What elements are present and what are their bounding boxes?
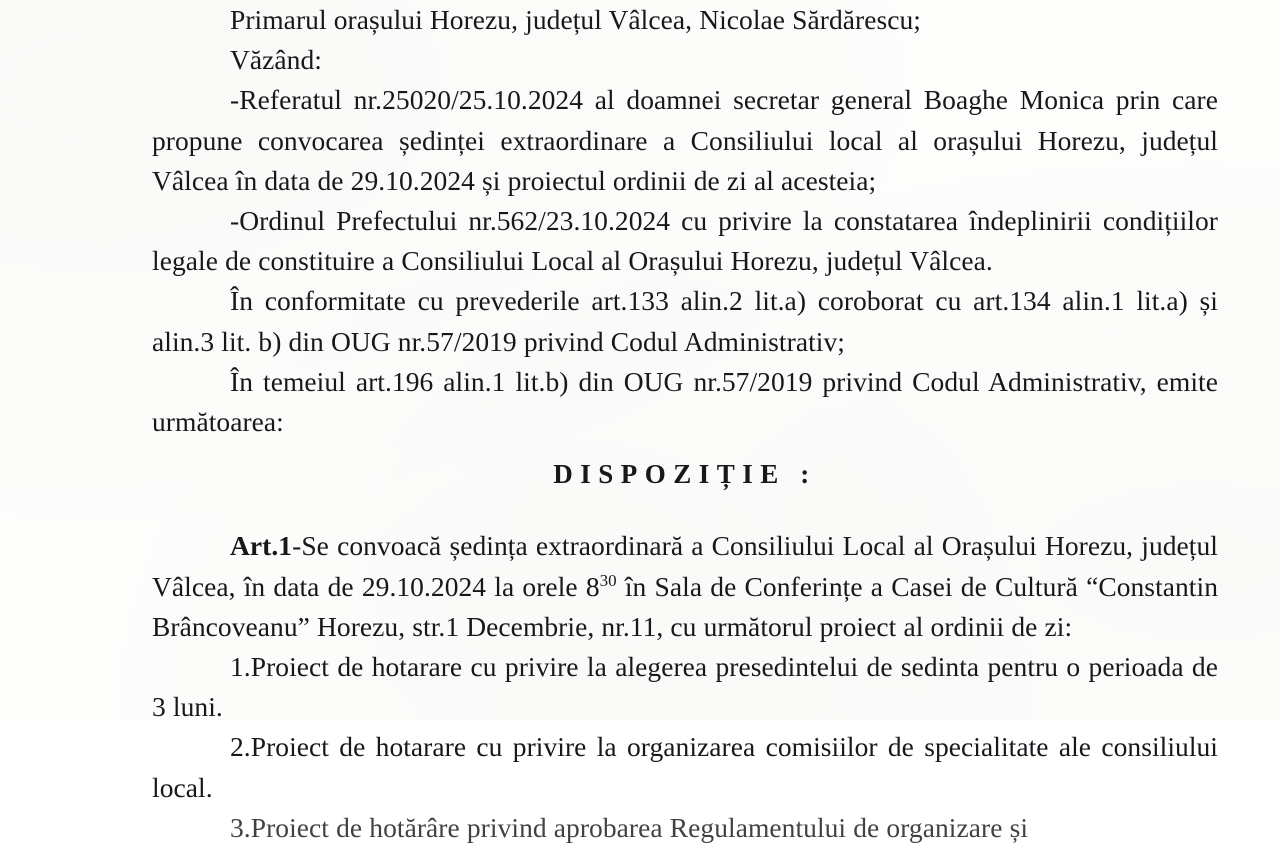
paragraph-referat: -Referatul nr.25020/25.10.2024 al doamnei secretar general Boaghe Monica prin care propune convocarea ședinței extraordinare a Consiliului local al orașului Horezu, județul Vâlcea în data de 29.10.2024 și proiectul ordinii de zi al acesteia; xyxy=(152,84,1218,196)
paragraph-vazand: Văzând: xyxy=(230,44,322,76)
paragraph-temei: În temeiul art.196 alin.1 lit.b) din OUG nr.57/2019 privind Codul Administrativ, emite următoarea: xyxy=(152,365,1218,438)
agenda-item-3 xyxy=(152,808,1218,848)
agenda-item-2 xyxy=(152,727,1218,807)
agenda-item-2-text: Proiect de hotarare cu privire la organizarea comisiilor de specialitate ale consiliului local. xyxy=(152,731,1218,803)
agenda-item-3-text: Proiect de hotărâre privind aprobarea Regulamentului de organizare și xyxy=(250,811,1029,843)
article-1-time-superscript: 30 xyxy=(599,570,617,590)
heading-spacer xyxy=(152,504,1218,526)
paragraph-conformitate: În conformitate cu prevederile art.133 alin.2 lit.a) coroborat cu art.134 alin.1 lit.a) și alin.3 lit. b) din OUG nr.57/2019 privind Codul Administrativ; xyxy=(152,285,1218,357)
agenda-item-3-number: 3. xyxy=(230,811,251,843)
agenda-item-2-number: 2. xyxy=(230,731,251,763)
paragraph-ordin-prefect: -Ordinul Prefectului nr.562/23.10.2024 cu privire la constatarea îndeplinirii condițiilor legale de constituire a Consiliului Local al Orașului Horezu, județul Vâlcea. xyxy=(152,205,1218,277)
document-text-body xyxy=(152,0,1218,848)
agenda-item-1-text: Proiect de hotarare cu privire la alegerea presedintelui de sedinta pentru o perioada de 3 luni. xyxy=(152,651,1218,723)
article-1 xyxy=(152,526,1218,647)
agenda-item-1 xyxy=(152,647,1218,727)
agenda-item-1-number: 1. xyxy=(230,651,251,683)
article-1-text-after: în Sala de Conferințe a Casei de Cultură “Constantin Brâncoveanu” Horezu, str.1 Decembrie, nr.11, cu următorul proiect al ordinii de zi: xyxy=(152,570,1218,642)
dispozitie-heading: DISPOZIȚIE : xyxy=(553,459,817,490)
paragraph-primar: Primarul orașului Horezu, județul Vâlcea, Nicolae Sărdărescu; xyxy=(230,4,921,35)
article-1-label: Art.1 xyxy=(230,530,293,562)
article-1-text-before: -Se convoacă ședința extraordinară a Consiliului Local al Orașului Horezu, județul Vâlcea, în data de 29.10.2024 la orele 8 xyxy=(152,530,1218,602)
